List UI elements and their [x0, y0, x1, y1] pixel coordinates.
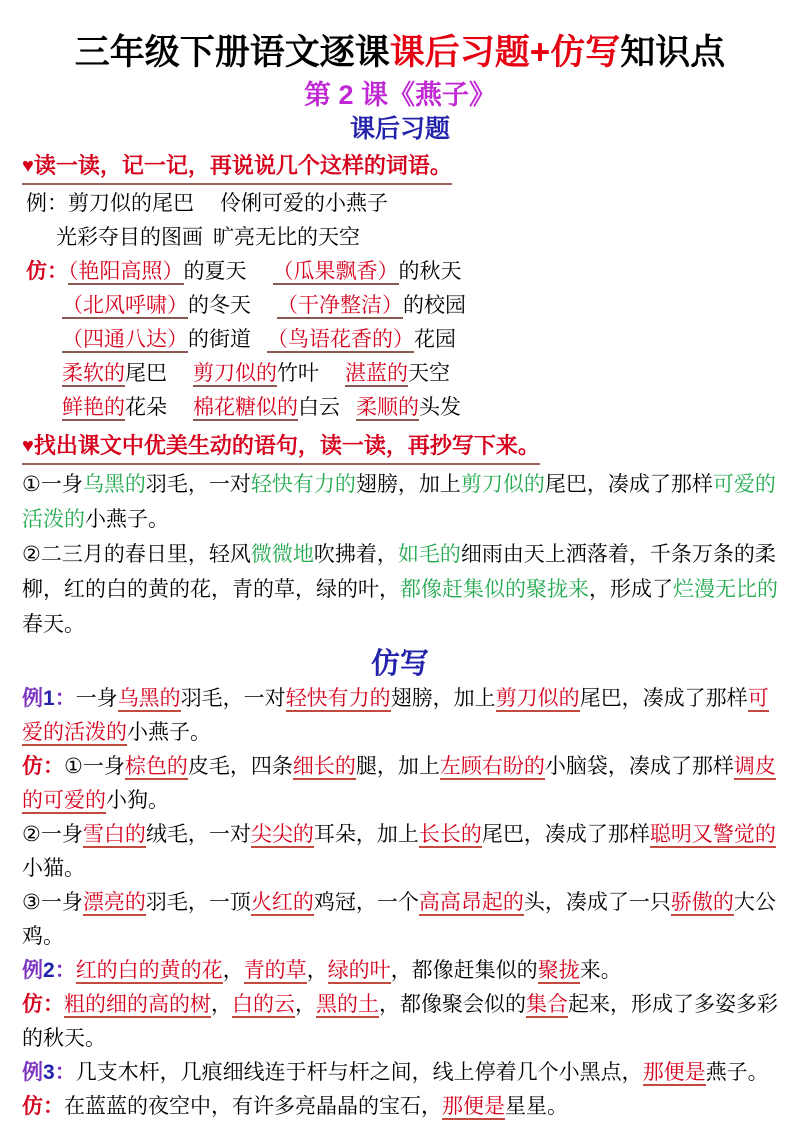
text-run-5: 细雨由天上洒落着，千条万条的柔柳，红的白的黄的花，青的草，绿的叶， — [22, 543, 776, 601]
imitation-item-colon: ： — [43, 755, 64, 778]
imitation-item — [22, 886, 782, 954]
phrase-3-modifier: 湛蓝的 — [345, 362, 408, 385]
imitation-item — [22, 988, 782, 1056]
phrase-line-2 — [62, 391, 800, 425]
text-run-2: ， — [222, 959, 244, 982]
phrase-4-noun: 花朵 — [125, 396, 167, 419]
text-run-8: 可爱的活泼的 — [22, 473, 776, 531]
text-run-6: 都像赶集似的聚拢来 — [400, 578, 589, 601]
text-run-1: ②二三月的春日里，轻风 — [22, 543, 251, 566]
text-run-7: 集合 — [526, 993, 568, 1016]
text-run-4: 尖尖的 — [250, 823, 314, 846]
text-run-6: 剪刀似的 — [460, 473, 545, 496]
text-run-5: 鸡冠，一个 — [313, 891, 419, 914]
question-1-block — [0, 145, 800, 187]
sentence-number: ① — [22, 473, 41, 496]
example-1a: 剪刀似的尾巴 — [68, 192, 194, 215]
imitation-item-label: 例 — [22, 687, 43, 710]
text-run-2: 那便是 — [442, 1095, 505, 1118]
imitate-pair-line-3 — [62, 323, 800, 357]
imitation-item — [22, 954, 782, 988]
text-run-2: 乌黑的 — [117, 687, 181, 710]
imitation-list — [0, 682, 800, 1124]
text-run-7: ，形成了 — [589, 578, 673, 601]
phrase-5-modifier: 棉花糖似的 — [193, 396, 298, 419]
imitation-item-label: 例 — [22, 959, 43, 982]
text-run-3: 吹拂着， — [313, 543, 398, 566]
text-run-3: 星星。 — [505, 1095, 568, 1118]
title-part-1: 三年级下册语文逐课 — [74, 33, 390, 72]
text-run-2: 雪白的 — [82, 823, 146, 846]
text-run-1: 在蓝蓝的夜空中，有许多亮晶晶的宝石， — [64, 1095, 442, 1118]
text-run-2: 那便是 — [642, 1061, 706, 1084]
text-run-5: 腿，加上 — [355, 755, 440, 778]
phrase-6-modifier: 柔顺的 — [356, 396, 419, 419]
imitation-item-colon: ： — [54, 1061, 76, 1084]
section-heading-exercises: 课后习题 — [349, 115, 450, 143]
text-run-7: 尾巴，凑成了那样 — [481, 823, 650, 846]
imitation-item-colon: ： — [43, 993, 64, 1016]
pair-tail-2b: 的校园 — [403, 294, 466, 317]
text-run-5: 耳朵，加上 — [313, 823, 419, 846]
phrase-3-noun: 天空 — [408, 362, 450, 385]
imitation-item — [22, 682, 782, 750]
text-run-6: 左顾右盼的 — [439, 755, 545, 778]
phrase-line-1 — [62, 357, 800, 391]
example-line-1 — [26, 187, 800, 221]
text-run-3: 青的草 — [243, 959, 307, 982]
page-title — [0, 0, 800, 76]
question-2-block — [0, 425, 800, 467]
text-run-1: ②一身 — [22, 823, 83, 846]
text-run-4: 轻快有力的 — [285, 687, 391, 710]
question-2-prompt-text: 找出课文中优美生动的语句，读一读，再抄写下来。 — [33, 433, 540, 458]
imitation-item-colon: ： — [43, 1095, 64, 1118]
text-run-8: 聪明又警觉的 — [649, 823, 776, 846]
text-run-9: 大公鸡。 — [22, 891, 776, 948]
text-run-4: ， — [306, 959, 328, 982]
text-run-9: 小猫。 — [22, 857, 85, 880]
text-run-7: 头，凑成了一只 — [523, 891, 671, 914]
imitation-item — [22, 1056, 782, 1090]
text-run-1: ①一身 — [64, 755, 125, 778]
question-2-prompt — [22, 431, 540, 465]
text-run-1: 粗的细的高的树 — [64, 993, 211, 1016]
text-run-2: 棕色的 — [124, 755, 188, 778]
imitation-item-label: 仿 — [22, 993, 43, 1016]
phrase-5-noun: 白云 — [298, 396, 340, 419]
text-run-3: 白的云 — [232, 993, 295, 1016]
phrase-6-noun: 头发 — [419, 396, 461, 419]
phrase-2-noun: 竹叶 — [277, 362, 319, 385]
text-run-5: 黑的土 — [316, 993, 379, 1016]
pair-tail-1b: 的秋天 — [398, 260, 462, 283]
blank-answer-1a: （艳阳高照） — [68, 260, 184, 283]
text-run-9: 春天。 — [22, 613, 85, 636]
text-run-4: 细长的 — [292, 755, 356, 778]
text-run-8: 起来，形成了多姿多彩的秋天。 — [22, 993, 778, 1050]
imitation-item-colon: ： — [54, 959, 76, 982]
question-1-prompt-text: 读一读，记一记，再说说几个这样的词语。 — [33, 153, 452, 178]
text-run-4: 火红的 — [250, 891, 314, 914]
example-1b: 伶俐可爱的小燕子 — [220, 192, 388, 215]
text-run-1: 红的白的黄的花 — [75, 959, 223, 982]
text-run-7: 尾巴，凑成了那样 — [544, 473, 713, 496]
pair-tail-3b: 花园 — [414, 328, 456, 351]
imitation-item — [22, 818, 782, 886]
text-run-9: 小燕子。 — [85, 508, 169, 531]
example-2a: 光彩夺目的图画 — [56, 226, 203, 249]
text-run-3: 燕子。 — [705, 1061, 769, 1084]
pair-tail-2a: 的冬天 — [188, 294, 251, 317]
text-run-6: ，都像聚会似的 — [379, 993, 526, 1016]
question-1-prompt — [22, 151, 452, 185]
text-run-6: 高高昂起的 — [418, 891, 524, 914]
text-run-6: 剪刀似的 — [495, 687, 580, 710]
imitation-item-label: 仿 — [22, 755, 43, 778]
text-run-4: 轻快有力的 — [250, 473, 356, 496]
text-run-2: 漂亮的 — [82, 891, 146, 914]
text-run-2: ， — [211, 993, 232, 1016]
text-run-8: 骄傲的 — [670, 891, 734, 914]
title-part-3: 知识点 — [620, 33, 726, 72]
text-run-5: 翅膀，加上 — [355, 473, 461, 496]
text-run-6: 长长的 — [418, 823, 482, 846]
example-label: 例： — [26, 192, 68, 215]
text-run-7: 尾巴，凑成了那样 — [579, 687, 748, 710]
blank-answer-2b: （干净整洁） — [277, 294, 403, 317]
imitation-item — [22, 750, 782, 818]
section-heading-imitation: 仿写 — [370, 648, 429, 680]
text-run-4: 如毛的 — [397, 543, 461, 566]
imitation-item-colon: ： — [54, 687, 76, 710]
example-line-2 — [56, 221, 800, 255]
imitation-item-number: 1 — [43, 687, 55, 710]
blank-answer-1b: （瓜果飘香） — [272, 260, 399, 283]
text-run-9: 小狗。 — [106, 789, 169, 812]
quoted-sentence-1 — [22, 467, 782, 537]
text-run-4: ， — [295, 993, 316, 1016]
example-2b: 旷亮无比的天空 — [213, 226, 360, 249]
text-run-9: 小燕子。 — [127, 721, 211, 744]
text-run-8: 调皮的可爱的 — [22, 755, 776, 812]
text-run-1: 一身 — [40, 473, 83, 496]
text-run-8: 烂漫无比的 — [673, 578, 778, 601]
text-run-3: 羽毛，一对 — [145, 473, 251, 496]
quoted-sentence-2 — [22, 537, 782, 642]
text-run-2: 微微地 — [250, 543, 314, 566]
text-run-6: ，都像赶集似的 — [390, 959, 538, 982]
heart-icon: ♥ — [22, 155, 34, 177]
imitation-item-number: 3 — [43, 1061, 55, 1084]
phrase-1-modifier: 柔软的 — [62, 362, 125, 385]
phrase-2-modifier: 剪刀似的 — [193, 362, 277, 385]
text-run-3: 羽毛，一对 — [180, 687, 286, 710]
text-run-8: 来。 — [579, 959, 622, 982]
text-run-8: 可爱的活泼的 — [22, 687, 769, 744]
text-run-1: ③一身 — [22, 891, 83, 914]
imitation-item — [22, 1090, 782, 1124]
text-run-1: 几支木杆，几痕细线连于杆与杆之间，线上停着几个小黑点， — [75, 1061, 643, 1084]
title-part-highlight: 课后习题+仿写 — [389, 33, 621, 72]
heart-icon-2: ♥ — [22, 435, 34, 457]
imitate-pair-line-1 — [26, 255, 800, 289]
phrase-1-noun: 尾巴 — [125, 362, 167, 385]
imitation-item-number: 2 — [43, 959, 55, 982]
text-run-1: 一身 — [75, 687, 118, 710]
imitate-label: 仿： — [26, 260, 68, 283]
pair-tail-3a: 的街道 — [188, 328, 251, 351]
blank-answer-2a: （北风呼啸） — [62, 294, 188, 317]
text-run-5: 翅膀，加上 — [390, 687, 496, 710]
text-run-7: 小脑袋，凑成了那样 — [544, 755, 734, 778]
text-run-3: 皮毛，四条 — [187, 755, 293, 778]
blank-answer-3a: （四通八达） — [62, 328, 188, 351]
imitate-pair-line-2 — [62, 289, 800, 323]
text-run-3: 绒毛，一对 — [145, 823, 251, 846]
text-run-2: 乌黑的 — [82, 473, 146, 496]
pair-tail-1a: 的夏天 — [183, 260, 247, 283]
imitation-item-label: 仿 — [22, 1095, 43, 1118]
text-run-5: 绿的叶 — [327, 959, 391, 982]
phrase-4-modifier: 鲜艳的 — [62, 396, 125, 419]
imitation-item-label: 例 — [22, 1061, 43, 1084]
text-run-7: 聚拢 — [537, 959, 580, 982]
lesson-subtitle: 第 2 课《燕子》 — [303, 80, 497, 110]
text-run-3: 羽毛，一顶 — [145, 891, 251, 914]
blank-answer-3b: （鸟语花香的） — [267, 328, 414, 351]
